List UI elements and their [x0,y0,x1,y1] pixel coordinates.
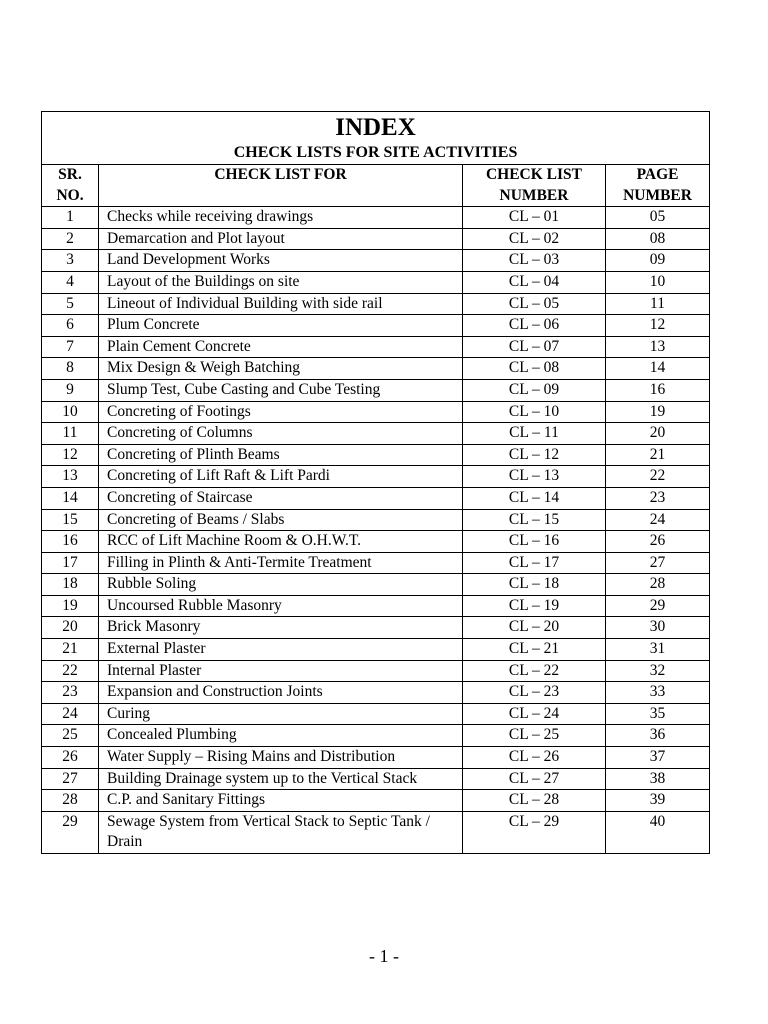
sr-no-cell: 15 [42,509,99,531]
col-header-page-number [606,165,710,207]
table-row [42,617,710,639]
index-rows [42,207,710,854]
index-page [41,111,709,854]
check-list-number-cell: CL – 23 [463,682,606,704]
col-header-sr-no [42,165,99,207]
check-list-for-cell: Curing [99,703,463,725]
page-number-cell: 09 [606,250,710,272]
page-number-cell: 29 [606,595,710,617]
check-list-number-cell: CL – 13 [463,466,606,488]
check-list-for-cell: Concealed Plumbing [99,725,463,747]
table-row [42,552,710,574]
sr-no-cell: 12 [42,444,99,466]
sr-no-cell: 19 [42,595,99,617]
check-list-for-cell: Expansion and Construction Joints [99,682,463,704]
page-number-cell: 33 [606,682,710,704]
page-number-cell: 35 [606,703,710,725]
sr-no-cell: 21 [42,639,99,661]
table-row [42,747,710,769]
check-list-number-cell: CL – 26 [463,747,606,769]
col-header-pg-line2: NUMBER [623,186,692,204]
index-title: INDEX [335,114,416,141]
sr-no-cell: 6 [42,315,99,337]
check-list-for-cell: Concreting of Footings [99,401,463,423]
check-list-number-cell: CL – 21 [463,639,606,661]
check-list-number-cell: CL – 04 [463,271,606,293]
sr-no-cell: 4 [42,271,99,293]
check-list-number-cell: CL – 25 [463,725,606,747]
page-number-cell: 19 [606,401,710,423]
sr-no-cell: 11 [42,423,99,445]
check-list-for-cell: Internal Plaster [99,660,463,682]
table-row [42,768,710,790]
check-list-for-cell: Lineout of Individual Building with side rail [99,293,463,315]
check-list-for-cell: Brick Masonry [99,617,463,639]
table-row [42,466,710,488]
col-header-pg-line1: PAGE [636,166,679,183]
table-row [42,639,710,661]
table-row [42,531,710,553]
check-list-number-cell: CL – 14 [463,487,606,509]
index-table [41,111,710,854]
page-number-cell: 26 [606,531,710,553]
page-number-cell: 05 [606,207,710,229]
check-list-for-cell: Water Supply – Rising Mains and Distribution [99,747,463,769]
col-header-item-label: CHECK LIST FOR [214,166,347,183]
sr-no-cell: 17 [42,552,99,574]
page-number-cell: 32 [606,660,710,682]
check-list-number-cell: CL – 02 [463,228,606,250]
page-number-cell: 08 [606,228,710,250]
page-number-cell: 10 [606,271,710,293]
index-subtitle: CHECK LISTS FOR SITE ACTIVITIES [233,144,518,161]
page-number-cell: 31 [606,639,710,661]
check-list-number-cell: CL – 15 [463,509,606,531]
check-list-for-cell: Concreting of Beams / Slabs [99,509,463,531]
sr-no-cell: 24 [42,703,99,725]
sr-no-cell: 3 [42,250,99,272]
table-row [42,271,710,293]
check-list-number-cell: CL – 29 [463,811,606,853]
table-row [42,207,710,229]
page-number-cell: 13 [606,336,710,358]
table-row [42,423,710,445]
check-list-for-cell: Building Drainage system up to the Vertical Stack [99,768,463,790]
table-row [42,660,710,682]
table-row [42,790,710,812]
page-number-cell: 21 [606,444,710,466]
check-list-number-cell: CL – 07 [463,336,606,358]
sr-no-cell: 20 [42,617,99,639]
check-list-number-cell: CL – 03 [463,250,606,272]
check-list-number-cell: CL – 19 [463,595,606,617]
check-list-number-cell: CL – 28 [463,790,606,812]
page-number-cell: 38 [606,768,710,790]
title-cell [42,112,710,165]
sr-no-cell: 18 [42,574,99,596]
check-list-for-cell: Land Development Works [99,250,463,272]
page-number-cell: 30 [606,617,710,639]
check-list-number-cell: CL – 09 [463,379,606,401]
table-row [42,574,710,596]
sr-no-cell: 5 [42,293,99,315]
page-number-cell: 11 [606,293,710,315]
table-row [42,336,710,358]
table-row [42,401,710,423]
check-list-for-cell: Rubble Soling [99,574,463,596]
page-number-cell: 27 [606,552,710,574]
sr-no-cell: 14 [42,487,99,509]
table-row [42,315,710,337]
col-header-cl-line1: CHECK LIST [485,166,583,183]
check-list-number-cell: CL – 05 [463,293,606,315]
check-list-number-cell: CL – 01 [463,207,606,229]
page-number-cell: 39 [606,790,710,812]
check-list-for-cell: Plain Cement Concrete [99,336,463,358]
sr-no-cell: 10 [42,401,99,423]
page-number-cell: 24 [606,509,710,531]
check-list-for-cell: Concreting of Staircase [99,487,463,509]
sr-no-cell: 2 [42,228,99,250]
check-list-number-cell: CL – 27 [463,768,606,790]
table-row [42,444,710,466]
table-row [42,595,710,617]
table-row [42,509,710,531]
table-row [42,228,710,250]
col-header-sr-line2: NO. [56,186,84,204]
sr-no-cell: 8 [42,358,99,380]
page-number-cell: 28 [606,574,710,596]
sr-no-cell: 27 [42,768,99,790]
sr-no-cell: 9 [42,379,99,401]
check-list-number-cell: CL – 17 [463,552,606,574]
column-header-row [42,165,710,207]
page-number-cell: 22 [606,466,710,488]
table-row [42,811,710,853]
table-row [42,703,710,725]
sr-no-cell: 16 [42,531,99,553]
col-header-check-list-for [99,165,463,207]
page-number-cell: 14 [606,358,710,380]
page-number-cell: 16 [606,379,710,401]
check-list-for-cell: Concreting of Plinth Beams [99,444,463,466]
title-row [42,112,710,165]
table-row [42,725,710,747]
sr-no-cell: 28 [42,790,99,812]
check-list-number-cell: CL – 24 [463,703,606,725]
table-row [42,250,710,272]
check-list-for-cell: C.P. and Sanitary Fittings [99,790,463,812]
page-number: - 1 - [369,946,399,966]
sr-no-cell: 26 [42,747,99,769]
page-number-cell: 12 [606,315,710,337]
check-list-for-cell: External Plaster [99,639,463,661]
check-list-for-cell: Mix Design & Weigh Batching [99,358,463,380]
page-number-cell: 37 [606,747,710,769]
check-list-number-cell: CL – 20 [463,617,606,639]
check-list-number-cell: CL – 16 [463,531,606,553]
check-list-for-cell: Checks while receiving drawings [99,207,463,229]
check-list-for-cell: Demarcation and Plot layout [99,228,463,250]
sr-no-cell: 25 [42,725,99,747]
page-number-cell: 23 [606,487,710,509]
col-header-sr-line1: SR. [58,166,82,183]
sr-no-cell: 7 [42,336,99,358]
check-list-number-cell: CL – 06 [463,315,606,337]
check-list-number-cell: CL – 22 [463,660,606,682]
check-list-for-cell: Layout of the Buildings on site [99,271,463,293]
check-list-number-cell: CL – 10 [463,401,606,423]
table-row [42,682,710,704]
sr-no-cell: 29 [42,811,99,853]
col-header-cl-line2: NUMBER [499,186,569,204]
table-row [42,379,710,401]
check-list-for-cell: Concreting of Lift Raft & Lift Pardi [99,466,463,488]
col-header-check-list-number [463,165,606,207]
check-list-number-cell: CL – 18 [463,574,606,596]
check-list-number-cell: CL – 12 [463,444,606,466]
page-number-cell: 20 [606,423,710,445]
page-number-cell: 36 [606,725,710,747]
page-number-cell: 40 [606,811,710,853]
check-list-for-cell: Filling in Plinth & Anti-Termite Treatment [99,552,463,574]
check-list-for-cell: RCC of Lift Machine Room & O.H.W.T. [99,531,463,553]
table-row [42,358,710,380]
table-row [42,293,710,315]
check-list-number-cell: CL – 08 [463,358,606,380]
table-row [42,487,710,509]
sr-no-cell: 22 [42,660,99,682]
sr-no-cell: 23 [42,682,99,704]
check-list-for-cell: Sewage System from Vertical Stack to Septic Tank / Drain [99,811,463,853]
check-list-number-cell: CL – 11 [463,423,606,445]
check-list-for-cell: Concreting of Columns [99,423,463,445]
sr-no-cell: 1 [42,207,99,229]
check-list-for-cell: Plum Concrete [99,315,463,337]
sr-no-cell: 13 [42,466,99,488]
check-list-for-cell: Uncoursed Rubble Masonry [99,595,463,617]
check-list-for-cell: Slump Test, Cube Casting and Cube Testing [99,379,463,401]
